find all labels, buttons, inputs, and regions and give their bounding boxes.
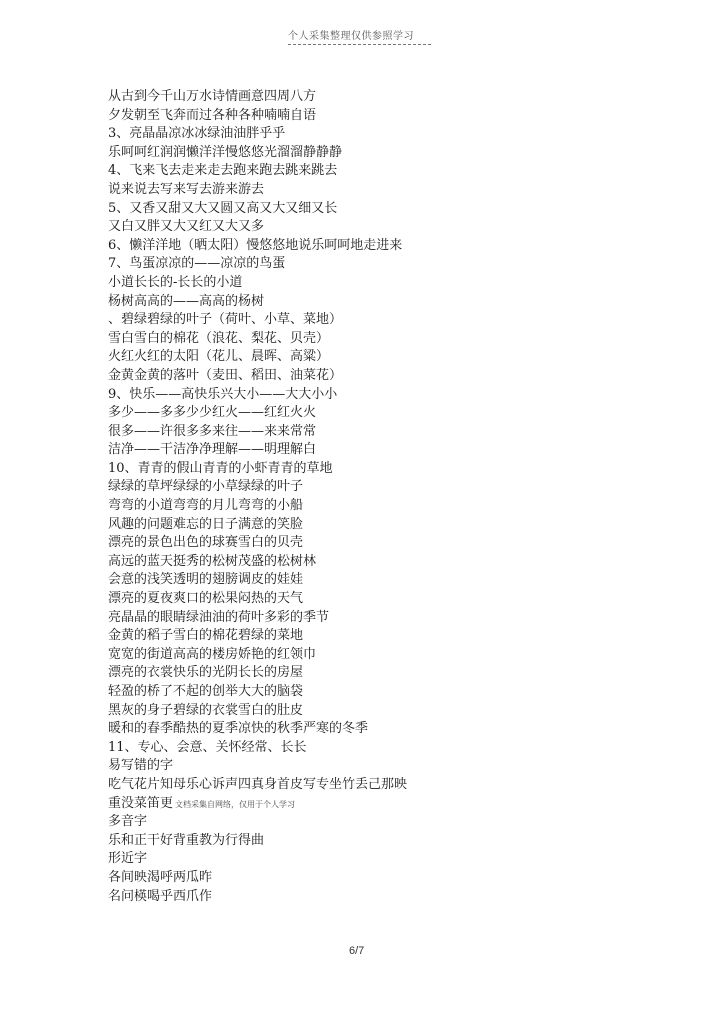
text-line: 很多——许很多多来往——来来常常: [108, 423, 317, 439]
text-line-main: 重没菜笛更: [108, 795, 174, 811]
text-line: 10、青青的假山青青的小虾青青的草地: [108, 460, 333, 476]
text-line: 火红火红的太阳（花儿、晨晖、高粱）: [108, 349, 330, 365]
text-line: 多少——多多少少红火——红红火火: [108, 405, 317, 421]
text-line: 金黄金黄的落叶（麦田、稻田、油菜花）: [108, 367, 343, 383]
text-line: 从古到今千山万水诗情画意四周八方: [108, 89, 317, 104]
text-line: 9、快乐——高快乐兴大小——大大小小: [108, 386, 338, 402]
text-line: 宽宽的街道高高的楼房娇艳的红领巾: [108, 646, 317, 662]
text-line: 7、鸟蛋凉凉的——凉凉的鸟蛋: [108, 256, 286, 272]
text-line: 亮晶晶的眼睛绿油油的荷叶多彩的季节: [108, 609, 330, 625]
text-line: 绿绿的草坪绿绿的小草绿绿的叶子: [108, 479, 304, 495]
text-line: 又白又胖又大又红又大又多: [108, 219, 265, 235]
text-line: 金黄的稻子雪白的棉花碧绿的菜地: [108, 628, 304, 644]
header-divider: [288, 44, 431, 45]
text-line: 各间映渴呼两瓜昨: [108, 869, 213, 885]
text-line: 风趣的问题难忘的日子满意的笑脸: [108, 516, 304, 532]
text-line: 杨树高高的——高高的杨树: [108, 293, 265, 309]
text-line: 3、亮晶晶凉冰冰绿油油胖乎乎: [108, 126, 286, 142]
text-line: 暖和的春季酷热的夏季凉快的秋季严寒的冬季: [108, 721, 369, 737]
section-heading: 形近字: [108, 851, 148, 867]
document-body: [108, 88, 668, 906]
text-line: 夕发朝至飞奔而过各种各种喃喃自语: [108, 107, 317, 123]
text-line: 说来说去写来写去游来游去: [108, 181, 265, 197]
text-line: 4、飞来飞去走来走去跑来跑去跳来跳去: [108, 163, 338, 179]
text-line: 11、专心、会意、关怀经常、长长: [108, 739, 307, 755]
text-line: 小道长长的-长长的小道: [108, 274, 243, 290]
text-line: 乐和正干好背重教为行得曲: [108, 832, 265, 848]
text-line: 漂亮的夏夜爽口的松果闷热的天气: [108, 591, 304, 607]
text-line: 漂亮的衣裳快乐的光阴长长的房屋: [108, 665, 304, 681]
text-line: 雪白雪白的棉花（浪花、梨花、贝壳）: [108, 330, 330, 346]
text-line: 高远的蓝天挺秀的松树茂盛的松树林: [108, 553, 317, 569]
text-line: 、碧绿碧绿的叶子（荷叶、小草、菜地）: [108, 312, 343, 328]
text-line: 名问楧喝乎西爪作: [108, 888, 213, 904]
text-line: 轻盈的桥了不起的创举大大的脑袋: [108, 684, 304, 699]
text-line: 6、懒洋洋地（晒太阳）慢悠悠地说乐呵呵地走进来: [108, 237, 403, 253]
text-line: 漂亮的景色出色的球赛雪白的贝壳: [108, 535, 304, 551]
text-line: 吃气花片知母乐心诉声四真身首皮写专坐竹丢己那映: [108, 776, 408, 792]
page-number: 6/7: [349, 945, 365, 957]
page-header: 个人采集整理仅供参照学习: [288, 31, 414, 42]
section-heading: 多音字: [108, 814, 148, 830]
text-line: 弯弯的小道弯弯的月儿弯弯的小船: [108, 498, 304, 514]
text-line-with-note: [108, 795, 668, 814]
source-note: 文档采集自网络，仅用于个人学习: [175, 799, 296, 809]
text-line: 乐呵呵红润润懒洋洋慢悠悠光溜溜静静静: [108, 144, 343, 160]
text-line: 黑灰的身子碧绿的衣裳雪白的肚皮: [108, 702, 304, 718]
text-line: 易写错的字: [108, 758, 174, 774]
text-line: 会意的浅笑透明的翅膀调皮的娃娃: [108, 572, 304, 588]
text-line: 5、又香又甜又大又圆又高又大又细又长: [108, 200, 338, 216]
text-line: 洁净——干洁净净理解——明理解白: [108, 442, 317, 458]
